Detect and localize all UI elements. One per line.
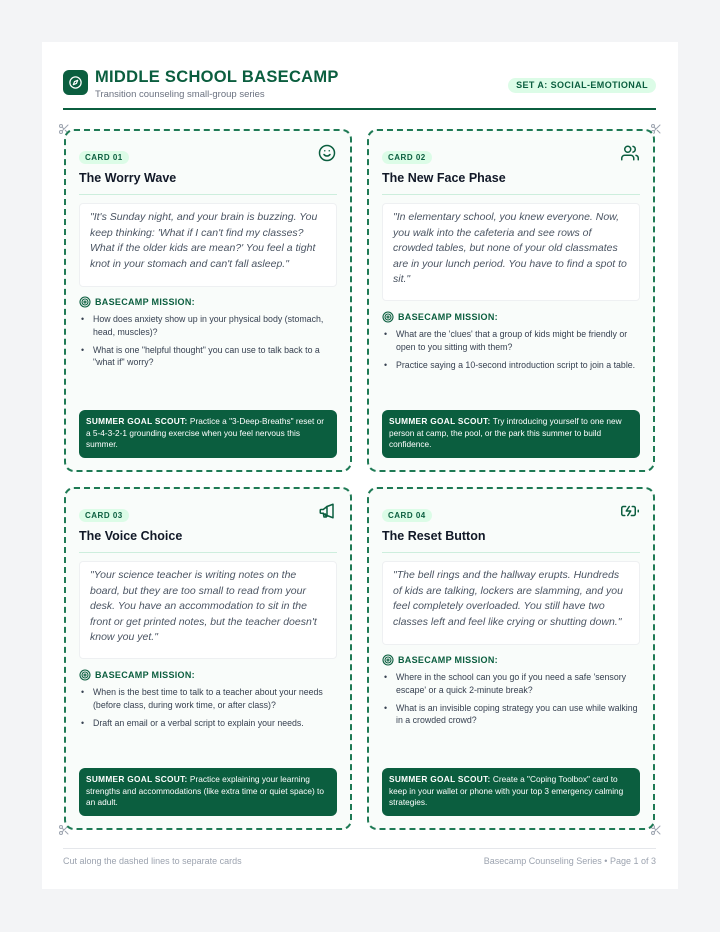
mission-heading-label: BASECAMP MISSION:: [95, 297, 195, 307]
mission-heading-label: BASECAMP MISSION:: [398, 655, 498, 665]
card-title: The New Face Phase: [382, 171, 506, 185]
summer-goal-box: [382, 410, 640, 458]
mission-item: • How does anxiety show up in your physical body (stomach, head, muscles)?: [79, 313, 337, 339]
mission-item: • What is an invisible coping strategy you can use while walking in a crowded crowd?: [382, 702, 640, 728]
goal-label: SUMMER GOAL SCOUT:: [86, 416, 188, 426]
card-title: The Reset Button: [382, 529, 486, 543]
mission-heading: [79, 668, 195, 682]
mission-list: [382, 671, 640, 732]
target-icon: [79, 669, 91, 681]
goal-label: SUMMER GOAL SCOUT:: [86, 774, 188, 784]
users-icon: [621, 144, 639, 162]
page-title: MIDDLE SCHOOL BASECAMP: [95, 68, 339, 86]
mission-list: [382, 328, 640, 376]
goal-text: Practice a "3-Deep-Breaths" reset or a 5-4-3-2-1 grounding exercise when you feel nervous this summer.: [86, 416, 324, 450]
card-divider: [79, 552, 337, 553]
mission-heading: [382, 310, 498, 324]
footer-divider: [63, 848, 656, 849]
summer-goal-box: [79, 410, 337, 458]
header-divider: [63, 108, 656, 110]
megaphone-icon: [318, 502, 336, 520]
target-icon: [382, 311, 394, 323]
mission-heading: [79, 295, 195, 309]
mission-item: • What are the 'clues' that a group of kids might be friendly or open to you sitting with them?: [382, 328, 640, 354]
mission-heading-label: BASECAMP MISSION:: [398, 312, 498, 322]
scenario-card: [64, 129, 352, 472]
scenario-quote: "Your science teacher is writing notes on the board, but they are too small to read from your desk. You have an accommodation to sit in the front or get printed notes, but the teacher doesn't know you yet.": [79, 561, 337, 659]
goal-text: Practice explaining your learning strengths and accommodations (like extra time or quiet space) to an adult.: [86, 774, 324, 808]
mission-item: • What is one "helpful thought" you can use to talk back to a "what if" worry?: [79, 344, 337, 370]
target-icon: [79, 296, 91, 308]
scenario-card: [367, 129, 655, 472]
scenario-quote: "The bell rings and the hallway erupts. Hundreds of kids are talking, lockers are slamming, and you feel completely overloaded. You still have two classes left and feel like crying or shutting down.": [382, 561, 640, 645]
set-badge: SET A: SOCIAL-EMOTIONAL: [508, 78, 656, 93]
scenario-quote: "In elementary school, you knew everyone. Now, you walk into the cafeteria and see rows of crowded tables, but none of your old classmates are in your lunch period. You have to find a spot to sit.": [382, 203, 640, 301]
card-divider: [382, 552, 640, 553]
smile-icon: [318, 144, 336, 162]
scenario-quote: "It's Sunday night, and your brain is buzzing. You keep thinking: 'What if I can't find my classes? What if the older kids are mean?' You feel a tight knot in your stomach and can't fall asleep.": [79, 203, 337, 287]
mission-item: • Draft an email or a verbal script to explain your needs.: [79, 717, 337, 730]
goal-text: Create a "Coping Toolbox" card to keep in your wallet or phone with your top 3 emergency calming strategies.: [389, 774, 624, 808]
card-number-badge: CARD 01: [79, 151, 129, 164]
mission-list: [79, 686, 337, 734]
target-icon: [382, 654, 394, 666]
goal-label: SUMMER GOAL SCOUT:: [389, 416, 491, 426]
cut-instructions: Cut along the dashed lines to separate cards: [63, 856, 242, 866]
mission-list: [79, 313, 337, 374]
mission-item: • Practice saying a 10-second introduction script to join a table.: [382, 359, 640, 372]
card-title: The Worry Wave: [79, 171, 177, 185]
card-number-badge: CARD 04: [382, 509, 432, 522]
scenario-card: [367, 487, 655, 830]
mission-heading: [382, 653, 498, 667]
page-footer-info: Basecamp Counseling Series • Page 1 of 3: [483, 856, 656, 866]
page-subtitle: Transition counseling small-group series: [95, 89, 265, 100]
card-divider: [382, 194, 640, 195]
card-number-badge: CARD 02: [382, 151, 432, 164]
summer-goal-box: [79, 768, 337, 816]
mission-heading-label: BASECAMP MISSION:: [95, 670, 195, 680]
worksheet-page: [42, 42, 678, 889]
summer-goal-box: [382, 768, 640, 816]
compass-icon: [63, 70, 88, 95]
card-divider: [79, 194, 337, 195]
mission-item: • Where in the school can you go if you need a safe 'sensory escape' or a quick 2-minute break?: [382, 671, 640, 697]
battery-charging-icon: [621, 502, 639, 520]
page-header: [63, 68, 656, 110]
card-title: The Voice Choice: [79, 529, 183, 543]
mission-item: • When is the best time to talk to a teacher about your needs (before class, during work time, or after class)?: [79, 686, 337, 712]
card-number-badge: CARD 03: [79, 509, 129, 522]
scenario-card: [64, 487, 352, 830]
goal-text: Try introducing yourself to one new person at camp, the pool, or the park this summer to build confidence.: [389, 416, 622, 450]
goal-label: SUMMER GOAL SCOUT:: [389, 774, 491, 784]
